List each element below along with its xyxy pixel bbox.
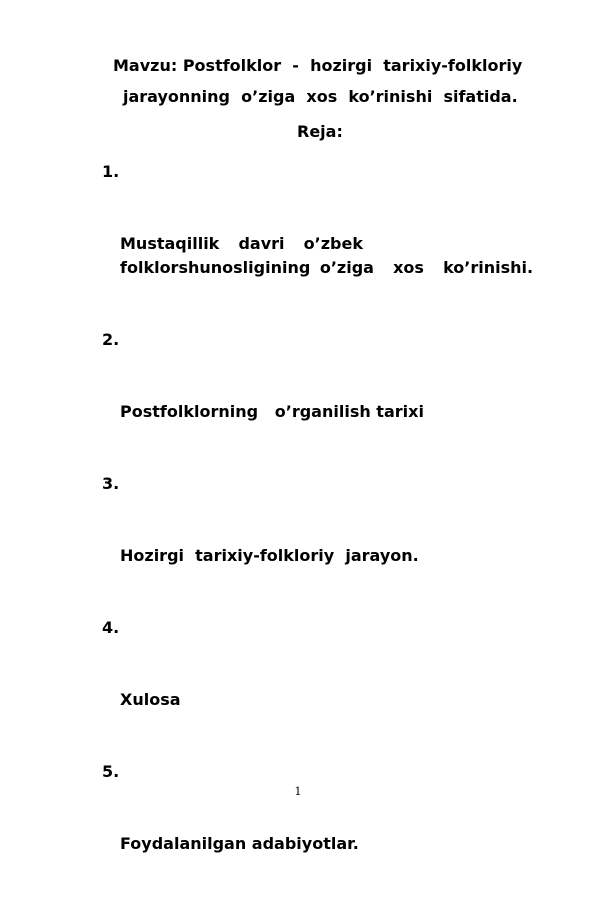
plan-item-4 bbox=[102, 616, 562, 760]
plan-item-text: Foydalanilgan adabiyotlar. bbox=[120, 834, 359, 853]
page-number: 1 bbox=[294, 785, 302, 798]
plan-item-text: Mustaqillik davri o’zbek folklorshunosligining o’ziga xos ko’rinishi. bbox=[120, 234, 534, 277]
plan-item-1 bbox=[102, 160, 562, 328]
plan-item-text: Xulosa bbox=[120, 690, 181, 709]
document-title-line-1: Mavzu: Postfolklor - hozirgi tarixiy-folkloriy bbox=[113, 56, 523, 75]
plan-item-number: 2. bbox=[102, 330, 120, 349]
plan-item-number: 3. bbox=[102, 474, 120, 493]
plan-item-number: 5. bbox=[102, 762, 120, 781]
plan-heading: Reja: bbox=[297, 122, 343, 141]
plan-item-2 bbox=[102, 328, 562, 472]
plan-item-3 bbox=[102, 472, 562, 616]
plan-item-text: Postfolklorning o’rganilish tarixi bbox=[120, 402, 424, 421]
plan-item-5 bbox=[102, 760, 562, 904]
document-title-line-2: jarayonning o’ziga xos ko’rinishi sifatida. bbox=[123, 87, 518, 106]
plan-item-number: 4. bbox=[102, 618, 120, 637]
plan-item-text: Hozirgi tarixiy-folkloriy jarayon. bbox=[120, 546, 419, 565]
plan-item-number: 1. bbox=[102, 162, 120, 181]
